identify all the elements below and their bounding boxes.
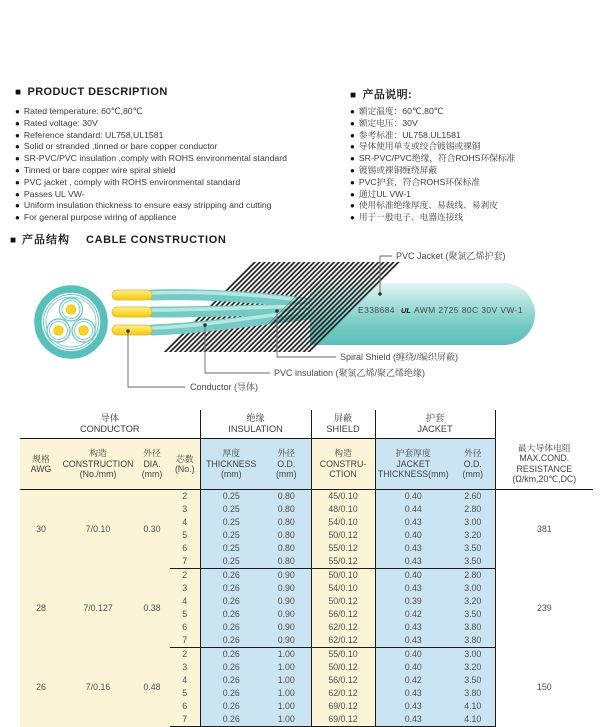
cell-shield-construction: 54/0.10 (311, 516, 375, 529)
cell-shield-construction: 69/0.12 (311, 713, 375, 727)
dot-bullet-icon: ● (350, 130, 355, 140)
dot-bullet-icon: ● (350, 189, 355, 199)
bullet-item (350, 177, 515, 189)
cable-cross-section (38, 289, 104, 355)
bare-conductor-tips (112, 290, 152, 335)
bullet-text: 额定温度：60℃,80℃ (358, 106, 444, 116)
col-shield-construction: 构造 CONSTRU- CTION (311, 439, 375, 490)
cell-jacket-od: 2.80 (451, 503, 495, 516)
product-description-list (15, 106, 287, 224)
dot-bullet-icon: ● (15, 107, 20, 116)
bullet-text: 用于一般电子、电器连接线 (358, 212, 464, 223)
cell-awg: 30 (20, 490, 62, 569)
bullet-item (15, 106, 287, 118)
dot-bullet-icon: ● (350, 165, 355, 175)
spec-table-body (20, 490, 593, 727)
cell-ins-thickness: 0.25 (200, 542, 262, 555)
square-bullet-icon: ■ (15, 87, 22, 98)
cell-ins-thickness: 0.25 (200, 516, 262, 529)
col-jacket-thickness: 护套厚度 JACKET THICKNESS(mm) (375, 439, 451, 490)
bullet-text: 额定电压：30V (358, 117, 418, 128)
cell-cores: 7 (170, 634, 200, 648)
cell-shield-construction: 62/0.12 (311, 621, 375, 634)
bullet-item (350, 189, 515, 201)
cell-shield-construction: 55/0.12 (311, 555, 375, 569)
dot-bullet-icon: ● (350, 118, 355, 128)
cell-jacket-thickness: 0.40 (375, 661, 451, 674)
cell-shield-construction: 62/0.12 (311, 687, 375, 700)
cell-jacket-thickness: 0.43 (375, 634, 451, 648)
cell-jacket-thickness: 0.39 (375, 595, 451, 608)
cell-cores: 2 (170, 490, 200, 504)
cell-jacket-od: 3.00 (451, 582, 495, 595)
dot-bullet-icon: ● (15, 154, 20, 164)
cell-ins-thickness: 0.25 (200, 503, 262, 516)
dot-bullet-icon: ● (350, 213, 355, 223)
dot-bullet-icon: ● (15, 189, 20, 199)
cell-ins-thickness: 0.26 (200, 687, 262, 700)
cell-resistance: 150 (495, 648, 593, 727)
dot-bullet-icon: ● (15, 201, 20, 211)
cell-jacket-thickness: 0.43 (375, 516, 451, 529)
cell-dia: 0.48 (134, 648, 170, 727)
cable-construction-heading: ■ 产品结构 CABLE CONSTRUCTION (10, 234, 227, 246)
col-resistance: 最大导体电阻 MAX.COND. RESISTANCE (Ω/km,20℃,DC) (495, 439, 593, 490)
cell-jacket-thickness: 0.43 (375, 542, 451, 555)
bullet-text: 导体使用单支或绞合镀锡或裸铜 (358, 141, 481, 152)
table-row (20, 569, 593, 583)
cell-ins-od: 0.90 (262, 634, 311, 648)
col-ins-od: 外径 O.D. (mm) (262, 439, 311, 490)
cell-shield-construction: 69/0.12 (311, 700, 375, 713)
cell-jacket-thickness: 0.40 (375, 569, 451, 583)
dot-bullet-icon: ● (350, 142, 355, 152)
table-subheader-row (20, 439, 593, 490)
svg-text:E338684: E338684 (358, 305, 395, 315)
cell-ins-od: 1.00 (262, 700, 311, 713)
cell-shield-construction: 50/0.12 (311, 529, 375, 542)
cell-ins-od: 0.80 (262, 516, 311, 529)
cell-jacket-od: 4.10 (451, 700, 495, 713)
dot-bullet-icon: ● (15, 165, 20, 175)
bullet-item (350, 106, 515, 118)
cell-construction: 7/0.10 (62, 490, 134, 569)
bullet-item (15, 153, 287, 165)
label-pvc-jacket: PVC Jacket (聚氯乙烯护套) (396, 251, 506, 261)
cell-jacket-od: 3.50 (451, 555, 495, 569)
cell-ins-thickness: 0.26 (200, 569, 262, 583)
bullet-text: PVC护套，符合ROHS环保标准 (358, 176, 480, 187)
bullet-text: For general purpose wiring of appliance (23, 212, 177, 223)
cell-ins-od: 1.00 (262, 687, 311, 700)
bullet-item (350, 141, 515, 153)
dot-bullet-icon: ● (15, 130, 20, 140)
cell-shield-construction: 62/0.12 (311, 634, 375, 648)
cable-diagram (0, 246, 603, 410)
bullet-text: SR-PVC/PVC绝缘，符合ROHS环保标准 (358, 153, 516, 164)
cell-shield-construction: 50/0.10 (311, 569, 375, 583)
cell-shield-construction: 45/0.10 (311, 490, 375, 504)
col-jacket-od: 外径 O.D. (mm) (451, 439, 495, 490)
bullet-item (350, 200, 515, 212)
table-group-header-row (20, 410, 593, 439)
cell-ins-thickness: 0.26 (200, 634, 262, 648)
cell-ins-od: 0.90 (262, 582, 311, 595)
bullet-item (15, 200, 287, 212)
label-pvc-insulation: PVC insulation (聚氯乙烯/聚乙烯绝缘) (274, 368, 426, 378)
bullet-item (15, 177, 287, 189)
cell-shield-construction: 55/0.10 (311, 648, 375, 662)
cell-jacket-thickness: 0.40 (375, 648, 451, 662)
cell-shield-construction: 56/0.12 (311, 674, 375, 687)
cell-ins-thickness: 0.26 (200, 621, 262, 634)
cell-cores: 6 (170, 700, 200, 713)
cell-jacket-thickness: 0.42 (375, 674, 451, 687)
bullet-item (15, 118, 287, 130)
cell-ins-od: 0.80 (262, 542, 311, 555)
bullet-text: Solid or stranded ,tinned or bare copper conductor (23, 141, 218, 152)
cell-shield-construction: 54/0.10 (311, 582, 375, 595)
cell-ins-thickness: 0.26 (200, 713, 262, 727)
cell-ins-thickness: 0.26 (200, 661, 262, 674)
col-awg: 规格 AWG (20, 439, 62, 490)
cell-ins-od: 1.00 (262, 661, 311, 674)
bullet-text: Reference standard: UL758,UL1581 (23, 129, 164, 140)
cell-shield-construction: 55/0.12 (311, 542, 375, 555)
bullet-item (15, 165, 287, 177)
square-bullet-icon: ■ (10, 235, 17, 246)
cell-cores: 5 (170, 608, 200, 621)
cell-cores: 7 (170, 555, 200, 569)
group-insulation: 绝缘 INSULATION (200, 410, 311, 439)
cell-cores: 4 (170, 595, 200, 608)
dot-bullet-icon: ● (15, 177, 20, 187)
cell-jacket-thickness: 0.43 (375, 555, 451, 569)
cell-jacket-thickness: 0.40 (375, 529, 451, 542)
cell-ins-od: 1.00 (262, 674, 311, 687)
cell-ins-thickness: 0.26 (200, 674, 262, 687)
dot-bullet-icon: ● (15, 118, 20, 128)
cell-jacket-od: 2.80 (451, 569, 495, 583)
bullet-text: 使用标准绝缘厚度、易裁线、易剥皮 (358, 200, 498, 211)
bullet-text: SR-PVC/PVC insulation ,comply with ROHS environmental standard (23, 153, 287, 164)
cell-resistance: 239 (495, 569, 593, 648)
cell-cores: 3 (170, 503, 200, 516)
bullet-text: 通过UL VW-1 (358, 188, 411, 199)
cell-jacket-thickness: 0.44 (375, 503, 451, 516)
cell-shield-construction: 56/0.12 (311, 608, 375, 621)
bullet-item (15, 130, 287, 142)
bullet-text: Passes UL VW- (23, 188, 85, 199)
cell-jacket-thickness: 0.43 (375, 700, 451, 713)
cell-jacket-od: 3.80 (451, 621, 495, 634)
cell-cores: 5 (170, 687, 200, 700)
cell-jacket-od: 2.60 (451, 490, 495, 504)
bullet-text: 镀锡或裸铜缠绕屏蔽 (358, 164, 438, 175)
svg-text:AWM 2725 80C 30V VW-1: AWM 2725 80C 30V VW-1 (414, 305, 524, 315)
cell-cores: 6 (170, 621, 200, 634)
group-blank (495, 410, 593, 439)
table-row (20, 490, 593, 504)
cell-jacket-od: 3.00 (451, 648, 495, 662)
cell-jacket-od: 3.50 (451, 674, 495, 687)
cell-ins-thickness: 0.25 (200, 555, 262, 569)
product-description-cn-list (350, 106, 515, 224)
cell-jacket-thickness: 0.43 (375, 621, 451, 634)
cell-construction: 7/0.127 (62, 569, 134, 648)
cell-ins-od: 0.80 (262, 490, 311, 504)
cell-dia: 0.30 (134, 490, 170, 569)
cell-ins-thickness: 0.26 (200, 700, 262, 713)
cell-awg: 28 (20, 569, 62, 648)
dot-bullet-icon: ● (350, 154, 355, 164)
cell-ins-od: 0.90 (262, 621, 311, 634)
bullet-item (350, 153, 515, 165)
bullet-text: 参考标准：UL758,UL1581 (358, 129, 461, 140)
cell-cores: 4 (170, 674, 200, 687)
cell-jacket-thickness: 0.40 (375, 490, 451, 504)
cell-jacket-od: 3.80 (451, 634, 495, 648)
cell-cores: 3 (170, 661, 200, 674)
cell-jacket-thickness: 0.43 (375, 687, 451, 700)
cell-jacket-thickness: 0.43 (375, 713, 451, 727)
cell-jacket-od: 3.20 (451, 529, 495, 542)
dot-bullet-icon: ● (15, 142, 20, 152)
cell-ins-thickness: 0.26 (200, 595, 262, 608)
table-row (20, 648, 593, 662)
dot-bullet-icon: ● (350, 177, 355, 187)
bullet-item (15, 189, 287, 201)
cell-jacket-thickness: 0.42 (375, 608, 451, 621)
cell-cores: 4 (170, 516, 200, 529)
cell-ins-od: 0.80 (262, 555, 311, 569)
bullet-text: Rated voltage: 30V (23, 117, 98, 128)
cell-shield-construction: 50/0.12 (311, 595, 375, 608)
col-cores: 芯数 (No.) (170, 439, 200, 490)
cell-jacket-od: 4.10 (451, 713, 495, 727)
bullet-text: PVC jacket , comply with ROHS environmental standard (23, 176, 241, 187)
bullet-item (350, 118, 515, 130)
spec-table (20, 410, 593, 727)
bullet-text: Uniform insulation thickness to ensure easy stripping and cutting (23, 200, 272, 211)
cell-jacket-od: 3.50 (451, 542, 495, 555)
bullet-item (15, 212, 287, 224)
col-ins-thickness: 厚度 THICKNESS (mm) (200, 439, 262, 490)
cell-cores: 5 (170, 529, 200, 542)
cell-ins-od: 0.80 (262, 529, 311, 542)
cell-ins-thickness: 0.25 (200, 529, 262, 542)
col-dia: 外径 DIA. (mm) (134, 439, 170, 490)
bullet-item (350, 212, 515, 224)
label-spiral-shield: Spiral Shield (缠绕//编织屏蔽) (340, 352, 459, 362)
cell-ins-od: 0.80 (262, 503, 311, 516)
cell-ins-thickness: 0.26 (200, 608, 262, 621)
cell-ins-od: 0.90 (262, 608, 311, 621)
bullet-text: Rated temperature: 60℃,80℃ (23, 106, 143, 116)
label-conductor: Conductor (导体) (190, 382, 259, 392)
cell-ins-od: 0.90 (262, 569, 311, 583)
cell-shield-construction: 48/0.10 (311, 503, 375, 516)
cell-construction: 7/0.16 (62, 648, 134, 727)
cell-jacket-od: 3.20 (451, 661, 495, 674)
cell-dia: 0.38 (134, 569, 170, 648)
cell-ins-od: 1.00 (262, 648, 311, 662)
dot-bullet-icon: ● (350, 107, 355, 116)
cell-jacket-od: 3.00 (451, 516, 495, 529)
bullet-item (350, 130, 515, 142)
product-description-heading: ■ PRODUCT DESCRIPTION (15, 86, 168, 98)
cell-ins-od: 0.90 (262, 595, 311, 608)
cell-cores: 6 (170, 542, 200, 555)
col-construction: 构造 CONSTRUCTION (No./mm) (62, 439, 134, 490)
ul-logo-icon: UL (401, 306, 411, 315)
cell-cores: 2 (170, 569, 200, 583)
cell-cores: 2 (170, 648, 200, 662)
cell-jacket-thickness: 0.43 (375, 582, 451, 595)
group-conductor: 导体 CONDUCTOR (20, 410, 200, 439)
cell-jacket-od: 3.20 (451, 595, 495, 608)
square-bullet-icon: ■ (350, 90, 357, 101)
bullet-item (15, 141, 287, 153)
cell-shield-construction: 50/0.12 (311, 661, 375, 674)
bullet-item (350, 165, 515, 177)
cell-ins-od: 1.00 (262, 713, 311, 727)
cell-jacket-od: 3.80 (451, 687, 495, 700)
group-jacket: 护套 JACKET (375, 410, 495, 439)
cell-ins-thickness: 0.25 (200, 490, 262, 504)
group-shield: 屏蔽 SHIELD (311, 410, 375, 439)
bullet-text: Tinned or bare copper wire spiral shield (23, 164, 176, 175)
dot-bullet-icon: ● (350, 201, 355, 211)
cell-resistance: 381 (495, 490, 593, 569)
cell-cores: 7 (170, 713, 200, 727)
product-description-cn-heading: ■ 产品说明: (350, 89, 413, 101)
cell-ins-thickness: 0.26 (200, 582, 262, 595)
jacket-print (358, 305, 523, 315)
cell-ins-thickness: 0.26 (200, 648, 262, 662)
cell-cores: 3 (170, 582, 200, 595)
cell-jacket-od: 3.50 (451, 608, 495, 621)
dot-bullet-icon: ● (15, 213, 20, 223)
cell-awg: 26 (20, 648, 62, 727)
